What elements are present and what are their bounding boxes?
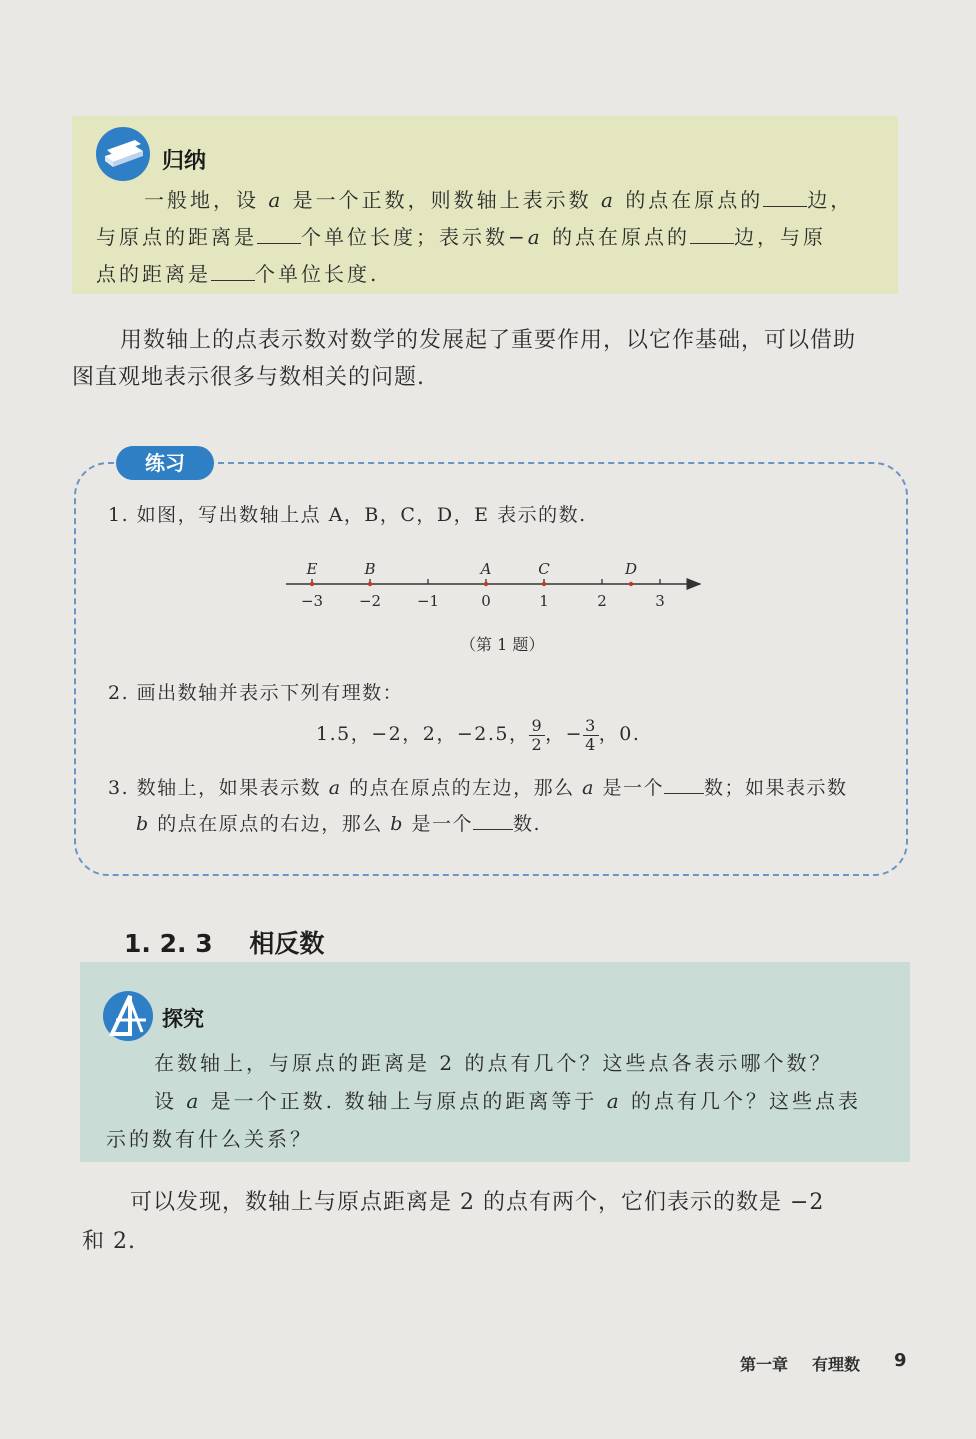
fraction-3-4: $\frac{3}{4}$ [585,715,597,754]
tick-label: 2 [597,592,607,610]
practice-q3: 3. 数轴上，如果表示数 a 的点在原点的左边，那么 a 是一个 数；如果表示数 b 的点在原点的右边，那么 b 是一个 数. [108,777,848,835]
section-title: 相反数 [249,929,325,958]
compass-ruler-icon [102,990,154,1042]
fraction-9-2: $\frac{9}{2}$ [531,715,544,754]
summary-title: 归纳 [162,149,207,174]
blank [473,811,513,830]
blank [690,225,734,244]
tick-label: 0 [481,592,491,610]
point-label-c: C [538,560,550,578]
practice-q1: 1. 如图，写出数轴上点 A，B，C，D，E 表示的数. [108,504,587,526]
point-d [629,582,633,586]
point-b [368,582,372,586]
blank [257,225,301,244]
blank [763,188,807,207]
paragraph2-line2: 和 2. [82,1229,136,1254]
paragraph1-line1: 用数轴上的点表示数对数学的发展起了重要作用，以它作基础，可以借助 [120,328,857,353]
page-number: 9 [894,1350,907,1371]
point-label-d: D [624,560,638,578]
footer-chapter-title: 有理数 [812,1355,861,1374]
number-line [270,550,720,620]
book-stack-icon [95,126,151,182]
section-heading [124,924,324,960]
point-label-b: B [364,560,376,578]
blank [211,262,255,281]
tick-label: −3 [300,592,324,610]
explore-title: 探究 [162,1007,204,1031]
point-a [484,582,488,586]
practice-q2-values: 1.5，−2，2，−2.5， $\frac{9}{2}$ ，− $\frac{3}{4}$ ，0. [316,715,641,754]
point-e [310,582,314,586]
practice-q2: 2. 画出数轴并表示下列有理数： [108,682,404,704]
point-c [542,582,546,586]
paragraph2-line1: 可以发现，数轴上与原点距离是 2 的点有两个，它们表示的数是 −2 [130,1190,825,1215]
point-label-e: E [306,560,318,578]
section-number: 1. 2. 3 [124,929,213,958]
explore-text: 在数轴上，与原点的距离是 2 的点有几个？这些点各表示哪个数？ 设 a 是一个正数. 数轴上与原点的距离等于 a 的点有几个？这些点表 示的数有什么关系？ [106,1051,862,1151]
tick-label: 3 [655,592,665,610]
footer-chapter: 第一章 [740,1355,789,1374]
paragraph1-line2: 图直观地表示很多与数相关的问题. [72,365,425,390]
practice-label: 练习 [116,446,214,480]
tick-label: −2 [358,592,382,610]
tick-label: 1 [539,592,549,610]
tick-label: −1 [416,592,440,610]
point-label-a: A [480,560,492,578]
blank [664,775,704,794]
summary-text: 一般地，设 a 是一个正数，则数轴上表示数 a 的点在原点的 边， 与原点的距离是 个单位长度；表示数−a 的点在原点的 边，与原 点的距离是 个单位长度. [96,188,854,286]
figure-caption: （第 1 题） [460,635,545,654]
